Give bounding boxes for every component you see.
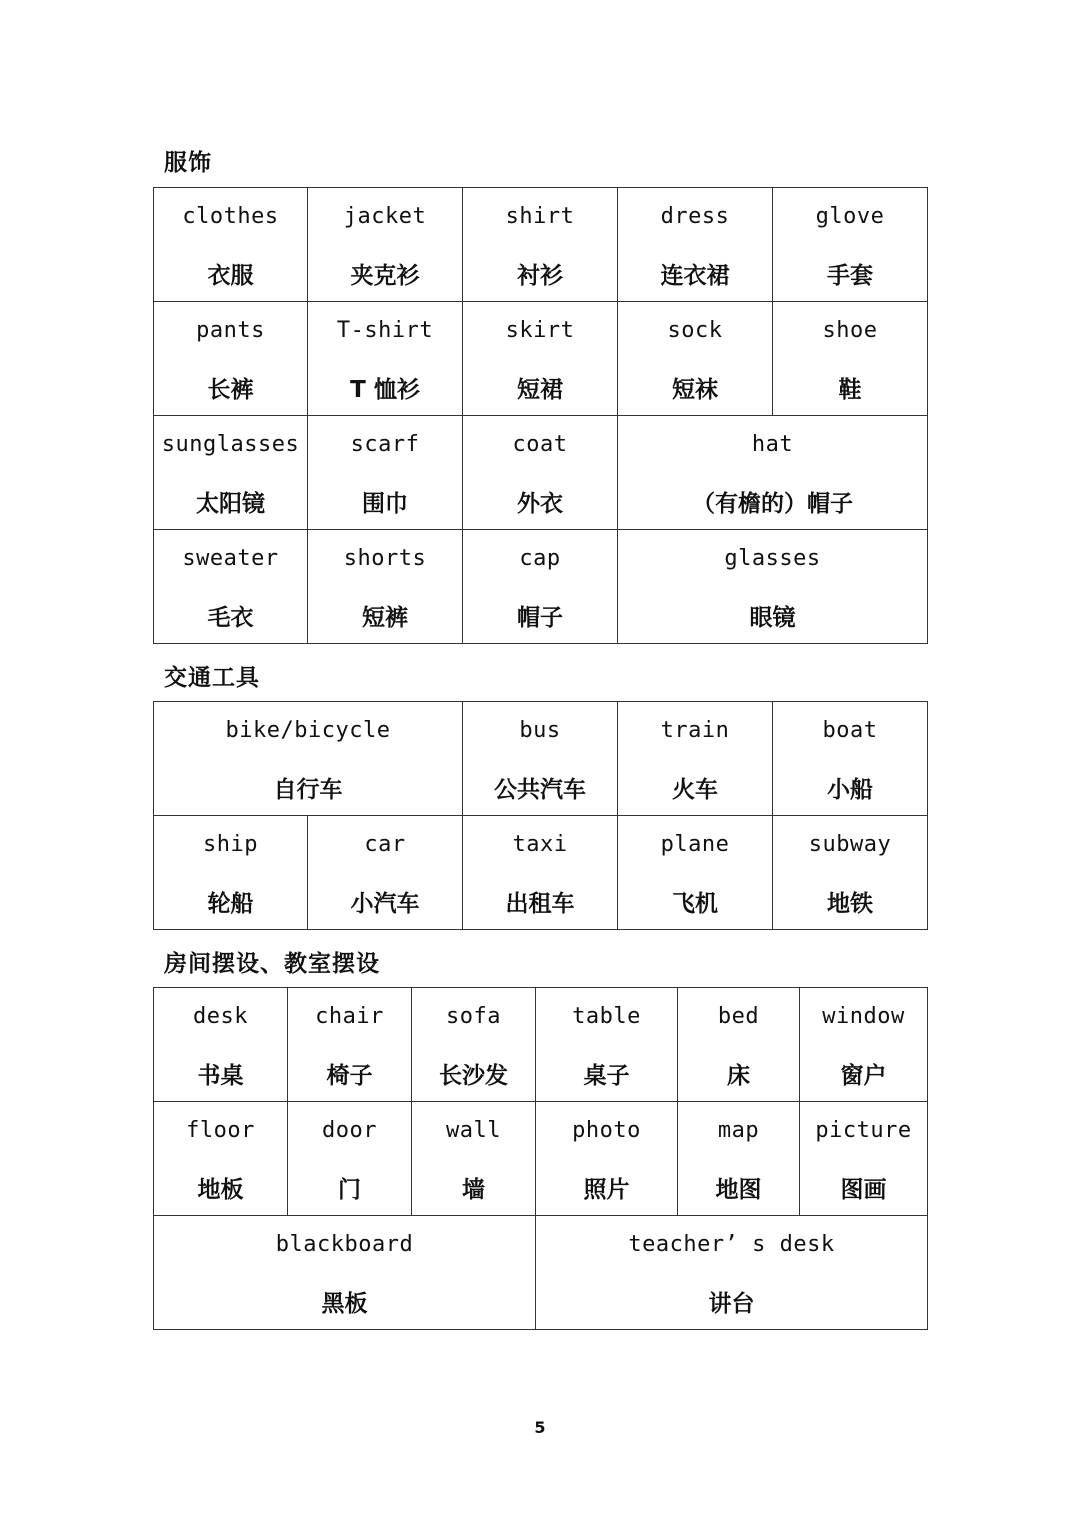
english-word: car [364,832,406,857]
chinese-meaning: 连衣裙 [660,263,730,289]
table-row [154,816,928,930]
chinese-meaning: 小汽车 [350,891,420,917]
chinese-meaning: 书桌 [197,1063,244,1089]
english-word: glasses [724,546,821,571]
chinese-meaning: 夹克衫 [350,263,420,289]
english-word: skirt [505,318,575,343]
chinese-meaning: 地铁 [827,891,874,917]
english-word: bike/bicycle [225,718,391,743]
english-word: bed [717,1004,760,1029]
chinese-meaning: 讲台 [708,1291,755,1317]
chinese-meaning: 椅子 [326,1063,373,1089]
vocab-cell [678,988,800,1102]
vocab-cell [536,988,678,1102]
english-word: window [822,1004,905,1029]
chinese-meaning: 轮船 [207,891,254,917]
chinese-meaning: 床 [727,1063,750,1089]
chinese-meaning: 短裙 [517,377,563,403]
english-word: chair [315,1004,384,1029]
english-word: cap [519,546,561,571]
english-word: dress [660,204,730,229]
english-word: teacher’ s desk [628,1232,835,1257]
english-word: subway [808,832,892,857]
table-row [154,1216,928,1330]
vocab-cell [288,988,412,1102]
chinese-meaning: 鞋 [838,377,862,403]
vocab-cell [308,188,463,302]
english-word: scarf [350,432,420,457]
chinese-meaning: 小船 [827,777,874,803]
vocab-cell [463,702,618,816]
chinese-meaning: 自行车 [273,777,343,803]
english-word: plane [660,832,730,857]
transport-table [153,701,928,930]
chinese-meaning: 火车 [672,777,719,803]
vocab-cell [308,816,463,930]
table-row [154,416,928,530]
vocab-cell [154,816,308,930]
vocab-cell [154,702,463,816]
chinese-meaning: 地图 [715,1177,762,1203]
english-word: shoe [822,318,878,343]
english-word: hat [751,432,794,457]
english-word: blackboard [275,1232,414,1257]
english-word: photo [572,1118,641,1143]
english-word: taxi [512,832,568,857]
table-row [154,988,928,1102]
vocab-cell [154,302,308,416]
chinese-meaning: 公共汽车 [494,777,587,803]
vocab-cell [288,1102,412,1216]
vocab-cell [154,530,308,644]
chinese-meaning: 围巾 [362,491,408,517]
english-word: jacket [343,204,427,229]
english-word: shirt [505,204,575,229]
page-number: 5 [534,1418,546,1437]
english-word: door [322,1118,377,1143]
vocab-cell [463,188,618,302]
english-word: picture [815,1118,912,1143]
english-word: map [717,1118,760,1143]
chinese-meaning: 地板 [197,1177,244,1203]
vocab-cell [412,1102,536,1216]
chinese-meaning: 窗户 [840,1063,887,1089]
rooms-table [153,987,928,1330]
vocab-cell [678,1102,800,1216]
chinese-meaning: 长裤 [207,377,254,403]
table-row [154,530,928,644]
vocab-cell [773,302,928,416]
english-word: sweater [182,546,279,571]
vocab-cell [154,1102,288,1216]
english-word: coat [512,432,568,457]
vocab-cell [618,302,773,416]
table-row [154,188,928,302]
vocab-cell [536,1102,678,1216]
chinese-meaning: 短袜 [672,377,718,403]
chinese-meaning: 照片 [583,1177,630,1203]
chinese-meaning: 飞机 [672,891,719,917]
vocab-cell [463,302,618,416]
table-row [154,302,928,416]
english-word: floor [186,1118,255,1143]
vocab-cell [618,416,928,530]
vocab-cell [800,1102,928,1216]
chinese-meaning: 衣服 [207,263,254,289]
vocab-cell [463,416,618,530]
english-word: sofa [446,1004,501,1029]
chinese-meaning: 黑板 [321,1291,368,1317]
vocab-cell [800,988,928,1102]
section-title-rooms: 房间摆设、教室摆设 [164,951,380,977]
english-word: boat [822,718,878,743]
english-word: pants [196,318,265,343]
chinese-meaning: T 恤衫 [350,377,420,403]
chinese-meaning: 外衣 [517,491,563,517]
section-title-clothing: 服饰 [164,150,212,176]
english-word: glove [815,204,885,229]
vocab-cell [308,416,463,530]
vocab-cell [773,816,928,930]
english-word: T-shirt [336,318,434,343]
vocab-cell [154,1216,536,1330]
english-word: table [572,1004,641,1029]
chinese-meaning: 太阳镜 [196,491,265,517]
vocab-cell [618,530,928,644]
english-word: sunglasses [161,432,300,457]
chinese-meaning: （有檐的）帽子 [692,491,853,517]
chinese-meaning: 毛衣 [207,605,254,631]
vocab-cell [618,816,773,930]
english-word: wall [446,1118,501,1143]
chinese-meaning: 短裤 [362,605,408,631]
vocab-cell [308,530,463,644]
vocab-cell [154,988,288,1102]
section-title-transport: 交通工具 [164,665,260,691]
english-word: bus [519,718,561,743]
english-word: sock [667,318,723,343]
vocab-cell [618,188,773,302]
vocab-cell [536,1216,928,1330]
chinese-meaning: 长沙发 [439,1063,508,1089]
vocab-cell [773,188,928,302]
english-word: ship [203,832,258,857]
english-word: clothes [182,204,279,229]
english-word: shorts [343,546,427,571]
chinese-meaning: 眼镜 [749,605,796,631]
chinese-meaning: 桌子 [583,1063,630,1089]
vocab-cell [412,988,536,1102]
vocab-cell [308,302,463,416]
table-row [154,1102,928,1216]
english-word: desk [193,1004,248,1029]
chinese-meaning: 墙 [462,1177,485,1203]
chinese-meaning: 帽子 [517,605,563,631]
clothing-table [153,187,928,644]
vocab-cell [463,530,618,644]
chinese-meaning: 出租车 [505,891,575,917]
vocab-cell [773,702,928,816]
chinese-meaning: 衬衫 [517,263,563,289]
vocab-cell [463,816,618,930]
chinese-meaning: 图画 [840,1177,887,1203]
vocab-cell [618,702,773,816]
chinese-meaning: 门 [338,1177,361,1203]
chinese-meaning: 手套 [827,263,873,289]
vocab-cell [154,188,308,302]
vocab-cell [154,416,308,530]
english-word: train [660,718,730,743]
table-row [154,702,928,816]
